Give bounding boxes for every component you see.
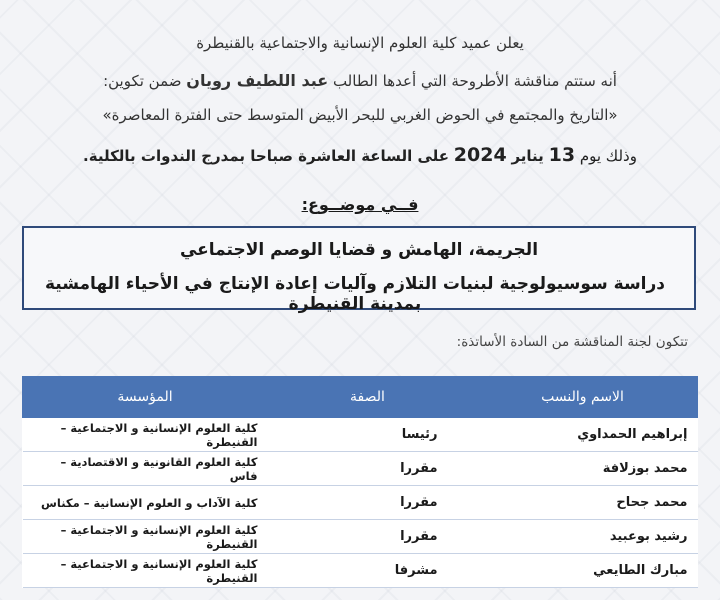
topic-label: فــي موضــوع: [301,195,419,214]
header-role: الصفة [268,377,468,418]
table-row [23,486,698,520]
date-before: وذلك يوم [579,147,637,165]
thesis-title-line2: دراسة سوسيولوجية لبنيات التلازم وآليات إعادة الإنتاج في الأحياء الهامشية بمدينة القنيطرة [44,274,666,314]
member-role: مقررا [268,520,468,554]
member-name: إبراهيم الحمداوي [468,418,698,452]
member-name: محمد جحاح [468,486,698,520]
header-name: الاسم والنسب [468,377,698,418]
member-name: رشيد بوعبيد [468,520,698,554]
member-institution: كلية العلوم الإنسانية و الاجتماعية – القنيطرة [23,520,268,554]
date-year: 2024 [453,144,507,166]
committee-intro: تتكون لجنة المناقشة من السادة الأساتذة: [456,334,688,350]
member-name: محمد بوزلافة [468,452,698,486]
member-role: مقررا [268,486,468,520]
table-row [23,418,698,452]
thesis-title-box [22,226,696,314]
defense-intro-after: ضمن تكوين: [103,72,182,90]
date-day: 13 [548,144,576,166]
member-institution: كلية العلوم الإنسانية و الاجتماعية – القنيطرة [23,554,268,588]
table-row [23,554,698,588]
committee-table [22,376,698,588]
member-institution: كلية العلوم القانونية و الاقتصادية – فاس [23,452,268,486]
member-role: رئيسا [268,418,468,452]
member-name: مبارك الطايعي [468,554,698,588]
dean-announcement: يعلن عميد كلية العلوم الإنسانية والاجتماعية بالقنيطرة [196,34,524,52]
student-name: عبد اللطيف رويان [186,71,329,90]
member-role: مشرفا [268,554,468,588]
member-institution: كلية الآداب و العلوم الإنسانية – مكناس [23,486,268,520]
table-row [23,452,698,486]
member-institution: كلية العلوم الإنسانية و الاجتماعية – القنيطرة [23,418,268,452]
table-row [23,520,698,554]
thesis-title-line1: الجريمة، الهامش و قضايا الوصم الاجتماعي [179,240,539,260]
member-role: مقررا [268,452,468,486]
defense-date-line [20,144,700,166]
program-name: «التاريخ والمجتمع في الحوض الغربي للبحر الأبيض المتوسط حتى الفترة المعاصرة» [102,106,618,124]
defense-intro-before: أنه ستتم مناقشة الأطروحة التي أعدها الطالب [332,72,617,90]
date-after: على الساعة العاشرة صباحا بمدرج الندوات بالكلية. [83,147,449,165]
header-institution: المؤسسة [23,377,268,418]
defense-intro [20,71,700,90]
date-month: يناير [511,147,544,165]
table-header-row [23,377,698,418]
